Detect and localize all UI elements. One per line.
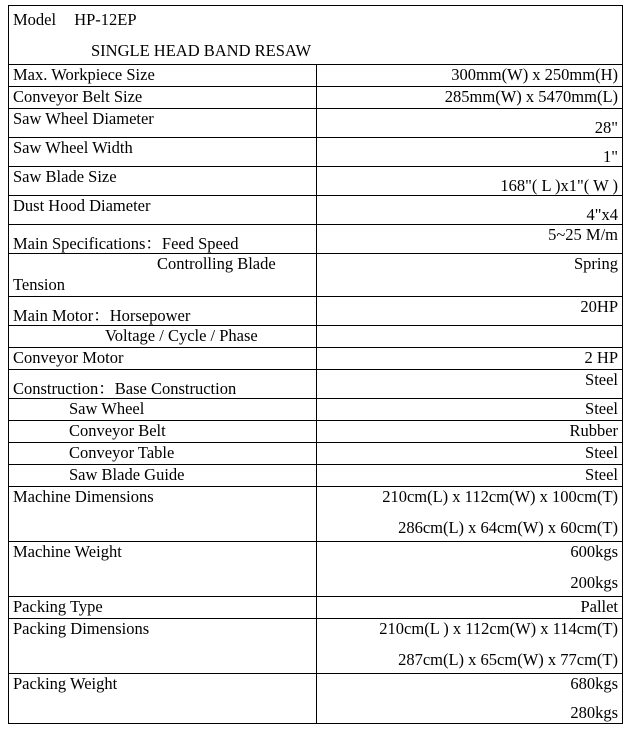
spec-row-conveyor-belt [9,421,623,443]
spec-label: Max. Workpiece Size [9,65,317,87]
spec-value: 28" [317,109,623,138]
spec-label: Conveyor Motor [9,348,317,370]
header-cell [9,6,623,65]
header-row [9,6,623,65]
spec-value: Steel [317,443,623,465]
model-label: Model [13,10,57,29]
spec-value-line1: 210cm(L) x 112cm(W) x 100cm(T) [382,487,619,506]
machine-title: SINGLE HEAD BAND RESAW [91,41,312,60]
spec-row-feed-speed [9,225,623,254]
spec-sheet [8,5,622,728]
spec-value: Steel [317,399,623,421]
spec-label [9,254,317,297]
spec-label: Main Motor：Horsepower [9,297,317,326]
spec-label-line2: Tension [13,275,66,294]
spec-row-packing-weight [9,674,623,724]
spec-label: Machine Weight [9,542,317,597]
spec-row-conveyor-motor [9,348,623,370]
spec-value-line1: 210cm(L ) x 112cm(W) x 114cm(T) [379,619,619,638]
spec-row-blade-tension [9,254,623,297]
spec-label: Saw Wheel Diameter [9,109,317,138]
spec-label: Saw Wheel [9,399,317,421]
model-value: HP-12EP [74,10,137,29]
spec-label: Packing Dimensions [9,619,317,674]
spec-row-saw-wheel [9,399,623,421]
spec-value [317,487,623,542]
spec-row-conveyor-table [9,443,623,465]
spec-value [317,674,623,724]
spec-value: Steel [317,465,623,487]
spec-row-packing-type [9,597,623,619]
spec-value: Spring [317,254,623,297]
spec-value [317,619,623,674]
spec-label: Saw Blade Guide [9,465,317,487]
spec-row-machine-dimensions [9,487,623,542]
spec-label: Conveyor Table [9,443,317,465]
model-line [13,6,618,29]
spec-value: 300mm(W) x 250mm(H) [317,65,623,87]
spec-label: Main Specifications：Feed Speed [9,225,317,254]
spec-value-line2: 200kgs [570,573,619,592]
spec-label: Machine Dimensions [9,487,317,542]
spec-label: Packing Weight [9,674,317,724]
spec-row-voltage [9,326,623,348]
spec-value: 1" [317,138,623,167]
spec-value: Pallet [317,597,623,619]
spec-value-line1: 600kgs [570,542,619,561]
spec-value [317,542,623,597]
spec-value: 168"( L )x1"( W ) [317,167,623,196]
spec-label: Conveyor Belt Size [9,87,317,109]
spec-row-base-construction [9,370,623,399]
spec-value: 285mm(W) x 5470mm(L) [317,87,623,109]
spec-value: 4"x4 [317,196,623,225]
spec-label: Packing Type [9,597,317,619]
spec-row-max-workpiece [9,65,623,87]
spec-row-saw-blade-guide [9,465,623,487]
spec-row-packing-dimensions [9,619,623,674]
spec-value: 5~25 M/m [317,225,623,254]
spec-value [317,326,623,348]
spec-value: 20HP [317,297,623,326]
spec-label: Construction：Base Construction [9,370,317,399]
spec-label: Saw Wheel Width [9,138,317,167]
spec-label: Saw Blade Size [9,167,317,196]
spec-label: Conveyor Belt [9,421,317,443]
spec-value: Rubber [317,421,623,443]
spec-label: Dust Hood Diameter [9,196,317,225]
spec-value-line2: 287cm(L) x 65cm(W) x 77cm(T) [398,650,619,669]
spec-value: Steel [317,370,623,399]
spec-label: Voltage / Cycle / Phase [9,326,317,348]
spec-row-machine-weight [9,542,623,597]
spec-row-saw-wheel-diameter [9,109,623,138]
spec-row-conveyor-belt-size [9,87,623,109]
spec-value-line1: 680kgs [570,674,619,693]
spec-value-line2: 286cm(L) x 64cm(W) x 60cm(T) [398,518,619,537]
spec-row-saw-wheel-width [9,138,623,167]
spec-row-saw-blade-size [9,167,623,196]
spec-row-dust-hood-diameter [9,196,623,225]
spec-table [8,5,623,724]
spec-value-line2: 280kgs [570,703,619,722]
spec-row-horsepower [9,297,623,326]
spec-value: 2 HP [317,348,623,370]
spec-label-line1: Controlling Blade [157,254,276,273]
